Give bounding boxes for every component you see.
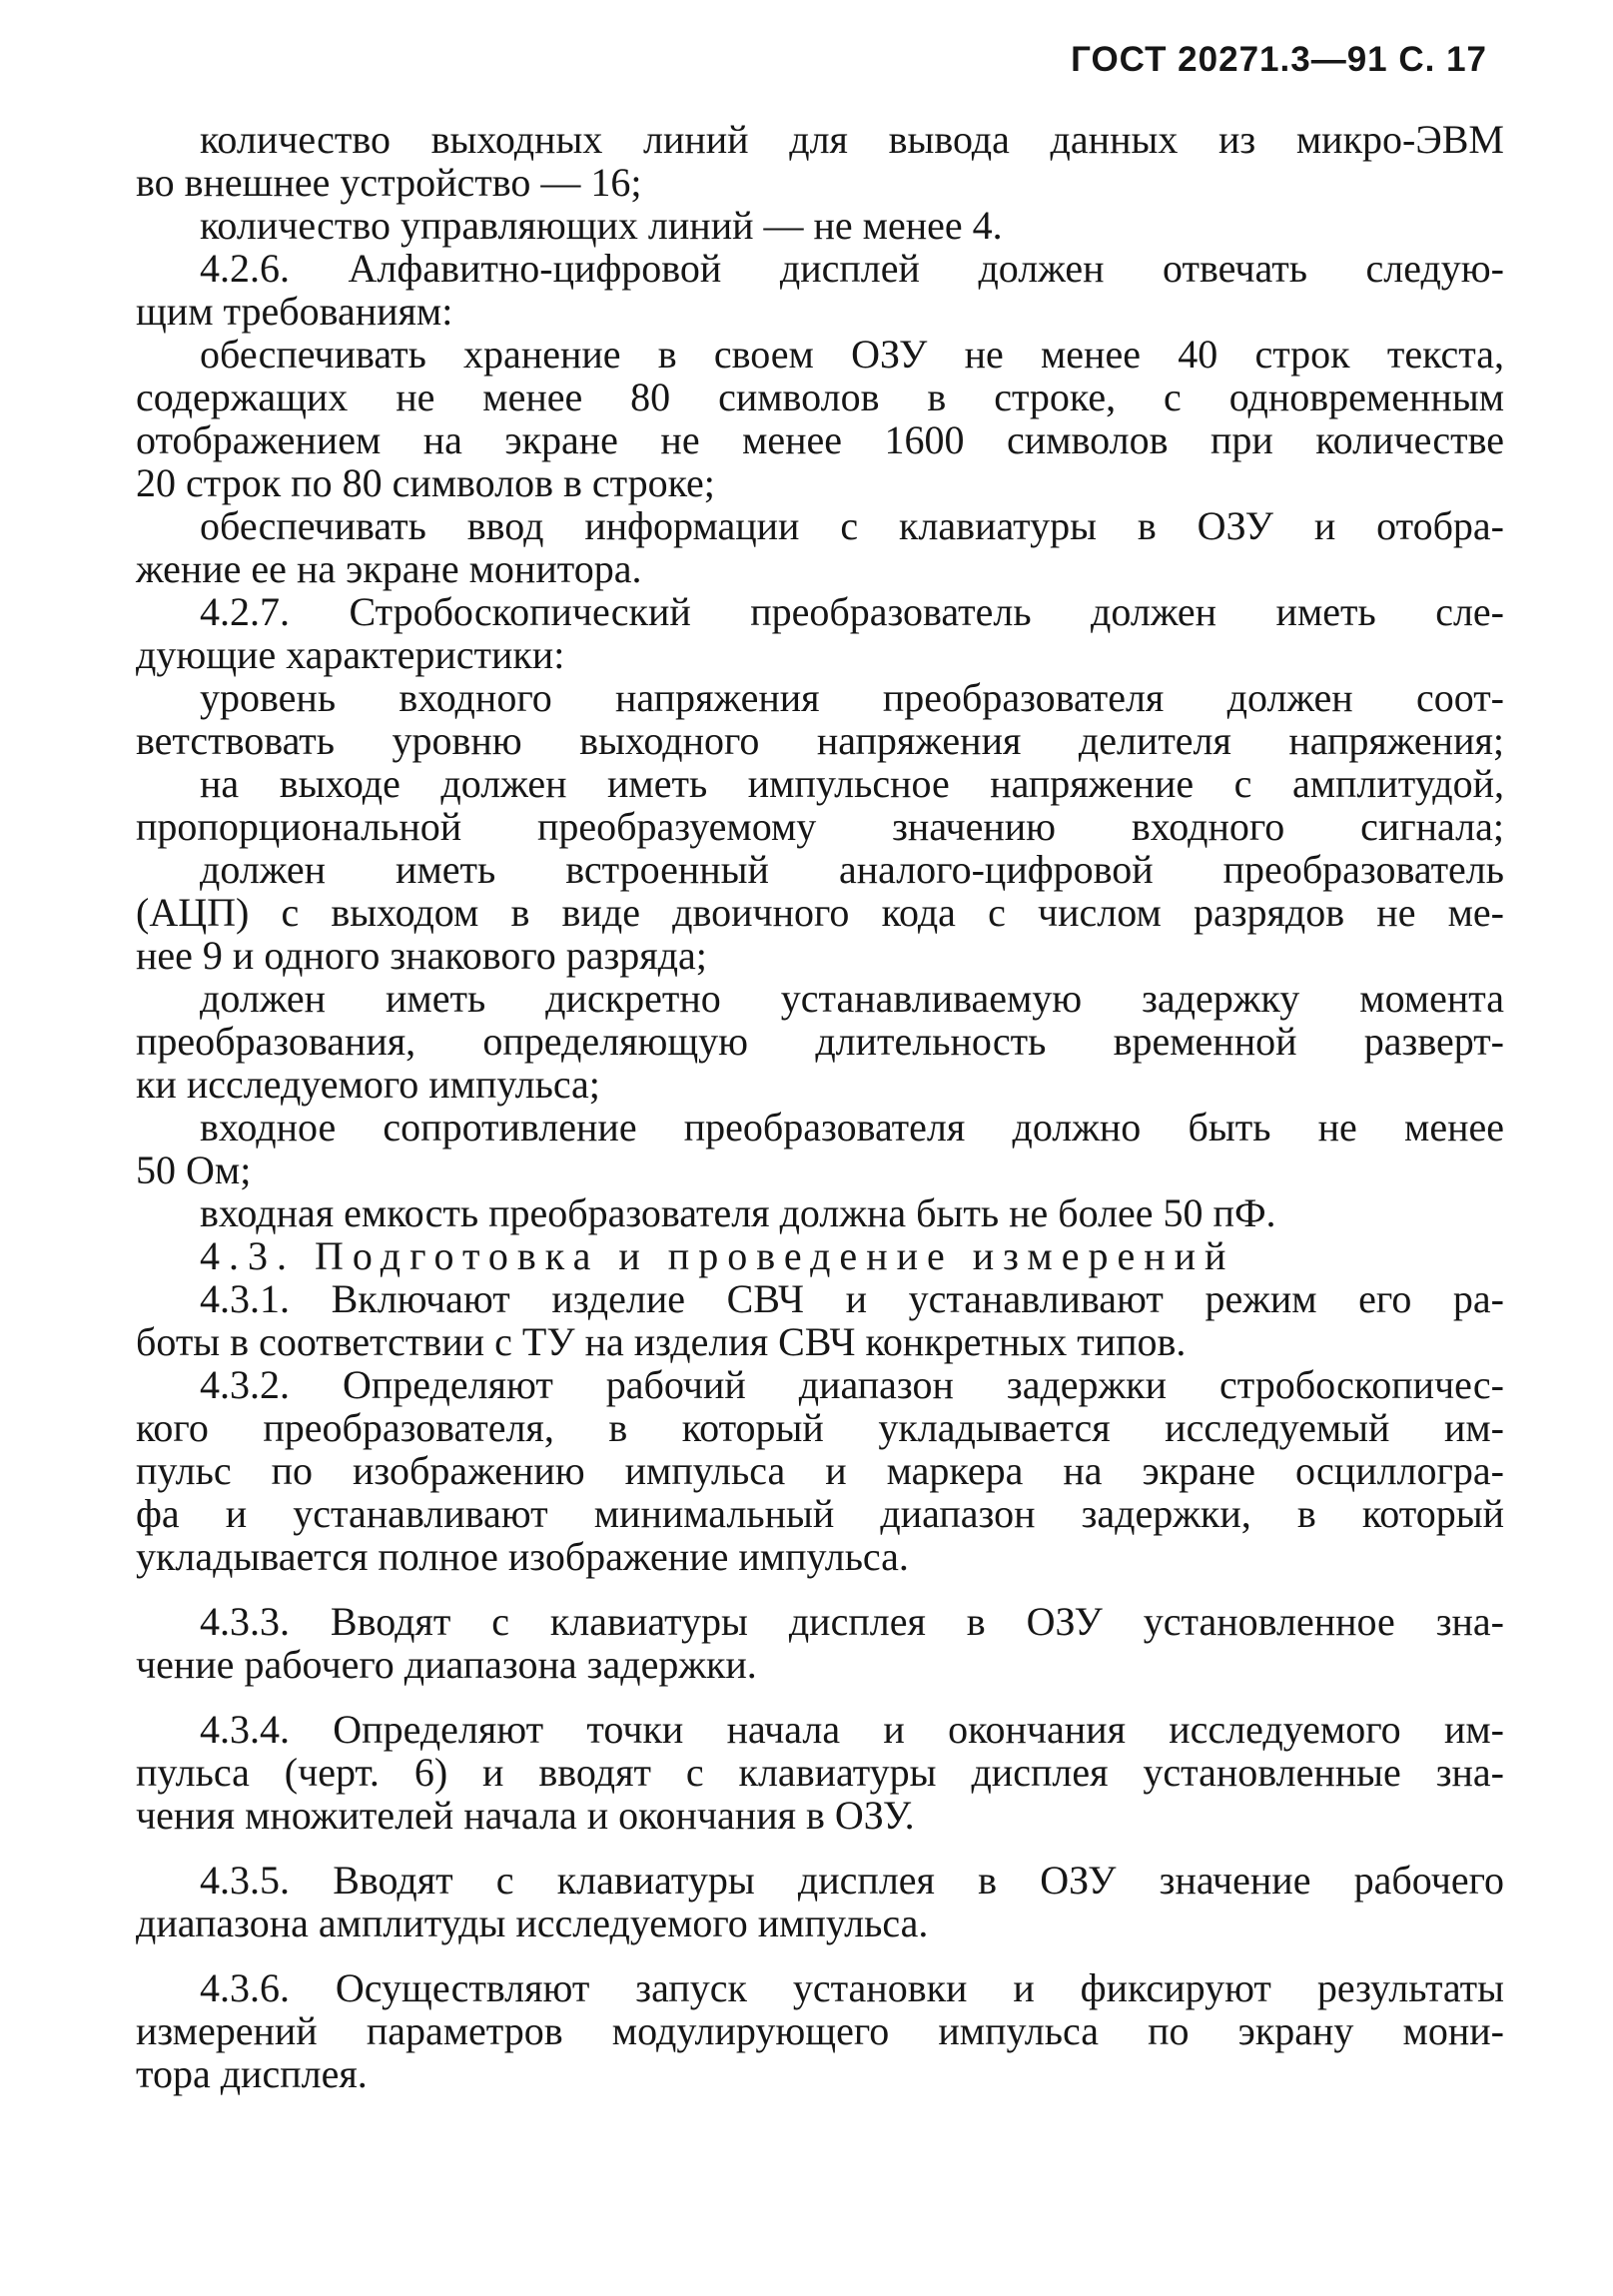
- text-line: 50 Ом;: [136, 1148, 252, 1192]
- text-line: диапазона амплитуды исследуемого импульса.: [136, 1901, 929, 1945]
- text-line: отображением на экране не менее 1600 символов при количестве: [136, 417, 1504, 462]
- text-line: пульс по изображению импульса и маркера на экране осциллогра-: [136, 1448, 1504, 1493]
- text-line: должен иметь встроенный аналого-цифровой преобразователь: [200, 847, 1504, 892]
- text-line: 4.3.2. Определяют рабочий диапазон задержки стробоскопичес-: [200, 1362, 1504, 1407]
- text-line: 4.2.7. Стробоскопический преобразователь должен иметь сле-: [200, 589, 1504, 634]
- text-line: 4.3.4. Определяют точки начала и окончания исследуемого им-: [200, 1707, 1504, 1752]
- text-line: пропорциональной преобразуемому значению входного сигнала;: [136, 804, 1504, 849]
- page-header: ГОСТ 20271.3—91 С. 17: [1071, 40, 1487, 79]
- text-line: ки исследуемого импульса;: [136, 1062, 600, 1107]
- text-line: входное сопротивление преобразователя должно быть не менее: [200, 1105, 1504, 1149]
- text-line: (АЦП) с выходом в виде двоичного кода с числом разрядов не ме-: [136, 890, 1504, 935]
- text-line: на выходе должен иметь импульсное напряжение с амплитудой,: [200, 761, 1504, 806]
- text-line: кого преобразователя, в который укладывается исследуемый им-: [136, 1405, 1504, 1450]
- text-line: чение рабочего диапазона задержки.: [136, 1642, 757, 1687]
- text-line: 20 строк по 80 символов в строке;: [136, 460, 715, 505]
- text-line: нее 9 и одного знакового разряда;: [136, 933, 707, 978]
- text-line: преобразования, определяющую длительность временной разверт-: [136, 1019, 1504, 1064]
- text-line: пульса (черт. 6) и вводят с клавиатуры дисплея установленные зна-: [136, 1750, 1504, 1795]
- text-line: обеспечивать ввод информации с клавиатуры в ОЗУ и отобра-: [200, 503, 1504, 548]
- text-line: щим требованиям:: [136, 289, 453, 334]
- text-line: количество управляющих линий — не менее 4.: [200, 203, 1003, 248]
- text-line: количество выходных линий для вывода данных из микро-ЭВМ: [200, 117, 1504, 162]
- text-line: фа и устанавливают минимальный диапазон задержки, в который: [136, 1491, 1504, 1536]
- text-line: чения множителей начала и окончания в ОЗУ.: [136, 1793, 915, 1838]
- text-line: обеспечивать хранение в своем ОЗУ не менее 40 строк текста,: [200, 332, 1504, 377]
- text-line: измерений параметров модулирующего импульса по экрану мони-: [136, 2008, 1504, 2053]
- text-line: во внешнее устройство — 16;: [136, 160, 642, 205]
- text-line: 4.3.6. Осуществляют запуск установки и фиксируют результаты: [200, 1965, 1504, 2010]
- text-line: жение ее на экране монитора.: [136, 546, 642, 591]
- text-line: дующие характеристики:: [136, 632, 565, 677]
- document-body: [136, 118, 1504, 2095]
- text-line: должен иметь дискретно устанавливаемую задержку момента: [200, 976, 1504, 1021]
- text-line: 4.3.1. Включают изделие СВЧ и устанавливают режим его ра-: [200, 1276, 1504, 1321]
- text-line: 4.3.3. Вводят с клавиатуры дисплея в ОЗУ установленное зна-: [200, 1599, 1504, 1644]
- text-line: укладывается полное изображение импульса.: [136, 1534, 909, 1579]
- text-line: уровень входного напряжения преобразователя должен соот-: [200, 675, 1504, 720]
- text-line: ветствовать уровню выходного напряжения делителя напряжения;: [136, 718, 1504, 763]
- text-line: 4.2.6. Алфавитно-цифровой дисплей должен отвечать следую-: [200, 246, 1504, 291]
- text-line: боты в соответствии с ТУ на изделия СВЧ конкретных типов.: [136, 1319, 1187, 1364]
- text-line: 4.3.5. Вводят с клавиатуры дисплея в ОЗУ значение рабочего: [200, 1858, 1504, 1903]
- text-line: входная емкость преобразователя должна быть не более 50 пФ.: [200, 1190, 1276, 1235]
- text-line: содержащих не менее 80 символов в строке, с одновременным: [136, 375, 1504, 419]
- text-line: тора дисплея.: [136, 2051, 368, 2096]
- section-heading: 4.3. Подготовка и проведение измерений: [200, 1233, 1235, 1278]
